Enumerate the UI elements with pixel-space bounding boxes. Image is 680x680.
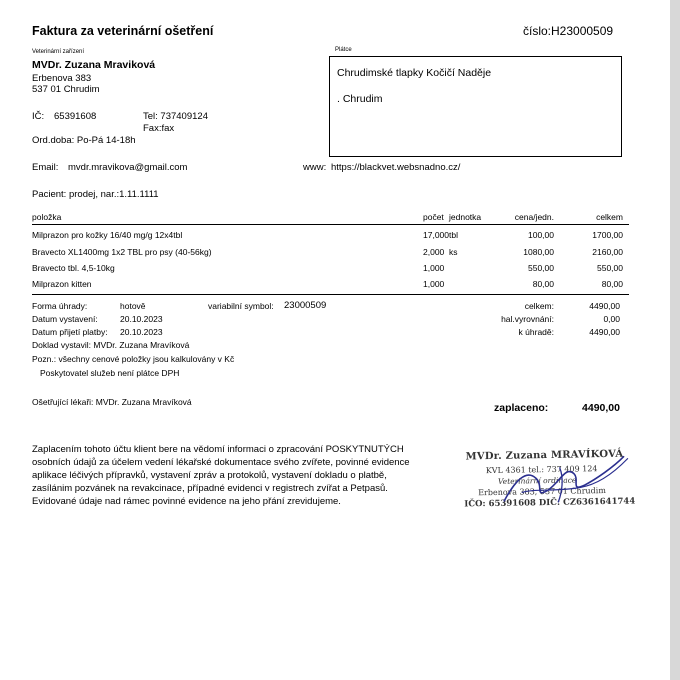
clinic-ic-label: IČ: xyxy=(32,111,45,122)
payer-section-label: Plátce xyxy=(335,47,352,53)
variable-symbol-label: variabilní symbol: xyxy=(208,301,274,311)
payer-box xyxy=(329,56,622,157)
stamp-line: Veterinární ordinace xyxy=(497,475,577,486)
stamp-line: KVL 4361 tel.: 737 409 124 xyxy=(485,464,598,476)
clinic-email[interactable]: mvdr.mravikova@gmail.com xyxy=(68,162,188,173)
gdpr-line: zasílánim pozvánek na revakcinace, případné evidenci v registrech zvířat a Petpasů. xyxy=(32,483,388,494)
gdpr-line: Evidované údaje nad rámec povinné evidence na jeho přání zrevidujeme. xyxy=(32,496,341,507)
row-item: Milprazon pro kožky 16/40 mg/g 12x4tbl xyxy=(32,230,183,240)
clinic-stamp xyxy=(463,447,636,518)
row-price: 550,00 xyxy=(528,263,554,273)
received-date-label: Datum přijetí platby: xyxy=(32,327,108,337)
issued-date-label: Datum vystavení: xyxy=(32,314,98,324)
row-qty: 17,000 xyxy=(423,230,449,240)
payer-city: . Chrudim xyxy=(337,93,383,105)
clinic-fax: Fax:fax xyxy=(143,123,175,134)
row-total: 80,00 xyxy=(601,279,623,289)
row-price: 100,00 xyxy=(528,230,554,240)
row-qty: 2,000 xyxy=(423,247,445,257)
paid-label: zaplaceno: xyxy=(494,402,549,414)
payment-method: hotově xyxy=(120,301,146,311)
row-unit: tbl xyxy=(449,230,458,240)
payment-method-label: Forma úhrady: xyxy=(32,301,88,311)
note-vat: Poskytovatel služeb není plátce DPH xyxy=(40,368,180,378)
row-item: Bravecto XL1400mg 1x2 TBL pro psy (40-56kg) xyxy=(32,247,212,257)
due-value: 4490,00 xyxy=(589,327,620,337)
invoice-number-label: číslo: xyxy=(523,24,552,38)
row-total: 1700,00 xyxy=(592,230,623,240)
gdpr-line: aplikace léčivých přípravků, vystavení zpráv a protokolů, vystavení dokladu o platbě, xyxy=(32,470,387,481)
col-header-total: celkem xyxy=(596,212,623,222)
gdpr-line: osobních údajů za účelem vedení lékařské dokumentace svého zvířete, povinné evidence xyxy=(32,457,410,468)
signature-icon xyxy=(463,447,636,518)
due-label: k úhradě: xyxy=(518,327,554,337)
row-total: 550,00 xyxy=(597,263,623,273)
row-unit: ks xyxy=(449,247,458,257)
invoice-title: Faktura za veterinární ošetření xyxy=(32,24,214,38)
rounding-value: 0,00 xyxy=(603,314,620,324)
clinic-street: Erbenova 383 xyxy=(32,73,92,84)
clinic-ic: 65391608 xyxy=(54,111,97,122)
clinic-www-label: www: xyxy=(303,162,327,173)
row-item: Bravecto tbl. 4,5-10kg xyxy=(32,263,115,273)
clinic-name: MVDr. Zuzana Mraviková xyxy=(32,59,156,71)
row-total: 2160,00 xyxy=(592,247,623,257)
issuer-line: Doklad vystavil: MVDr. Zuzana Mravíková xyxy=(32,340,190,350)
paid-value: 4490,00 xyxy=(582,402,620,414)
table-header-rule xyxy=(32,224,629,225)
table-footer-rule xyxy=(32,294,629,295)
row-item: Milprazon kitten xyxy=(32,279,92,289)
total-label: celkem: xyxy=(524,301,554,311)
invoice-number xyxy=(523,24,613,38)
clinic-hours: Ord.doba: Po-Pá 14-18h xyxy=(32,135,136,146)
patient-info: Pacient: prodej, nar.:1.11.1111 xyxy=(32,189,159,200)
clinic-www[interactable]: https://blackvet.websnadno.cz/ xyxy=(331,162,461,173)
stamp-line: MVDr. Zuzana MRAVÍKOVÁ xyxy=(465,448,624,463)
clinic-city: 537 01 Chrudim xyxy=(32,84,100,95)
payer-name: Chrudimské tlapky Kočičí Naděje xyxy=(337,67,492,79)
received-date: 20.10.2023 xyxy=(120,327,163,337)
clinic-email-label: Email: xyxy=(32,162,59,173)
clinic-section-label: Veterinární zařízení xyxy=(32,49,85,55)
col-header-item: položka xyxy=(32,212,62,222)
row-price: 1080,00 xyxy=(523,247,554,257)
row-price: 80,00 xyxy=(532,279,554,289)
issued-date: 20.10.2023 xyxy=(120,314,163,324)
note-currency: Pozn.: všechny cenové položky jsou kalkulovány v Kč xyxy=(32,354,235,364)
stamp-line: IČO: 65391608 DIČ: CZ6361641744 xyxy=(464,496,636,510)
total-value: 4490,00 xyxy=(589,301,620,311)
col-header-price: cena/jedn. xyxy=(514,212,554,222)
col-header-unit: jednotka xyxy=(449,212,482,222)
variable-symbol: 23000509 xyxy=(284,300,327,311)
stamp-line: Erbenova 383, 537 01 Chrudim xyxy=(478,486,606,498)
col-header-qty: počet xyxy=(423,212,444,222)
invoice-number-value: H23000509 xyxy=(551,24,614,38)
rounding-label: hal.vyrovnání: xyxy=(501,314,554,324)
page-edge xyxy=(670,0,680,680)
row-qty: 1,000 xyxy=(423,263,445,273)
row-qty: 1,000 xyxy=(423,279,445,289)
clinic-tel: Tel: 737409124 xyxy=(143,111,208,122)
doctor-line: Ošetřující lékaři: MVDr. Zuzana Mravíková xyxy=(32,397,192,407)
gdpr-line: Zaplacením tohoto účtu klient bere na vědomí informaci o zpracování POSKYTNUTÝCH xyxy=(32,444,404,455)
